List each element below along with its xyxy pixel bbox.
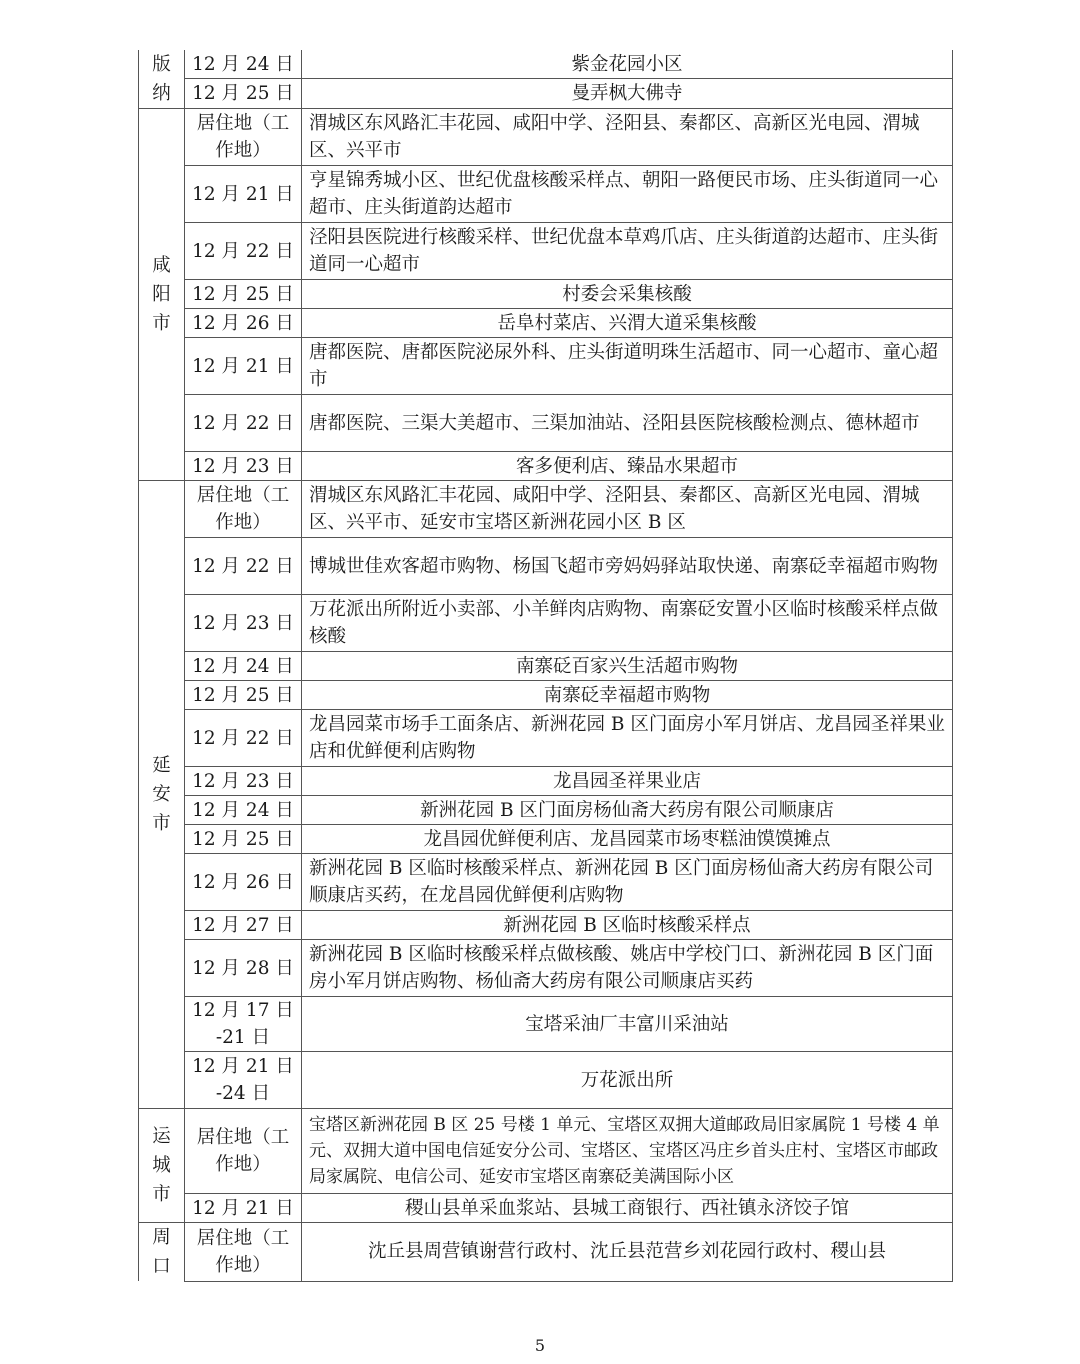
date-cell: 12 月 21 日 bbox=[185, 338, 302, 395]
table-row bbox=[139, 280, 953, 309]
date-cell: 居住地（工作地） bbox=[185, 109, 302, 166]
location-cell: 新洲花园 B 区临时核酸采样点 bbox=[302, 911, 953, 940]
date-cell: 12 月 17 日 -21 日 bbox=[185, 997, 302, 1052]
location-cell: 宝塔采油厂丰富川采油站 bbox=[302, 997, 953, 1052]
table-row bbox=[139, 1194, 953, 1223]
date-cell: 12 月 23 日 bbox=[185, 595, 302, 652]
table-row bbox=[139, 710, 953, 767]
table-row bbox=[139, 796, 953, 825]
location-cell: 渭城区东风路汇丰花园、咸阳中学、泾阳县、秦都区、高新区光电园、渭城区、兴平市、延安市宝塔区新洲花园小区 B 区 bbox=[302, 481, 953, 538]
date-cell: 12 月 28 日 bbox=[185, 940, 302, 997]
table-row bbox=[139, 50, 953, 79]
location-cell: 龙昌园圣祥果业店 bbox=[302, 767, 953, 796]
table-row bbox=[139, 481, 953, 538]
table-row bbox=[139, 395, 953, 452]
date-cell: 12 月 21 日 bbox=[185, 1194, 302, 1223]
date-cell: 12 月 24 日 bbox=[185, 652, 302, 681]
location-cell: 稷山县单采血浆站、县城工商银行、西社镇永济饺子馆 bbox=[302, 1194, 953, 1223]
table-row bbox=[139, 825, 953, 854]
date-cell: 12 月 24 日 bbox=[185, 796, 302, 825]
table-row bbox=[139, 109, 953, 166]
date-cell: 12 月 26 日 bbox=[185, 309, 302, 338]
city-cell-banna: 版 纳 bbox=[139, 50, 185, 109]
date-cell: 居住地（工作地） bbox=[185, 1109, 302, 1194]
table-row bbox=[139, 595, 953, 652]
location-cell: 渭城区东风路汇丰花园、咸阳中学、泾阳县、秦都区、高新区光电园、渭城区、兴平市 bbox=[302, 109, 953, 166]
location-cell: 南寨砭百家兴生活超市购物 bbox=[302, 652, 953, 681]
location-cell: 沈丘县周营镇谢营行政村、沈丘县范营乡刘花园行政村、稷山县 bbox=[302, 1223, 953, 1282]
date-cell: 12 月 25 日 bbox=[185, 681, 302, 710]
table-row bbox=[139, 309, 953, 338]
location-cell: 宝塔区新洲花园 B 区 25 号楼 1 单元、宝塔区双拥大道邮政局旧家属院 1 号楼 4 单元、双拥大道中国电信延安分公司、宝塔区、宝塔区冯庄乡首头庄村、宝塔区市邮政局家属院、电信公司、延安市宝塔区南寨砭美满国际小区 bbox=[302, 1109, 953, 1194]
location-cell: 客多便利店、臻品水果超市 bbox=[302, 452, 953, 481]
date-cell: 12 月 24 日 bbox=[185, 50, 302, 79]
date-cell: 12 月 23 日 bbox=[185, 767, 302, 796]
table-row bbox=[139, 223, 953, 280]
location-cell: 紫金花园小区 bbox=[302, 50, 953, 79]
table-row bbox=[139, 538, 953, 595]
date-cell: 12 月 25 日 bbox=[185, 825, 302, 854]
location-cell: 万花派出所附近小卖部、小羊鲜肉店购物、南寨砭安置小区临时核酸采样点做核酸 bbox=[302, 595, 953, 652]
date-cell: 12 月 26 日 bbox=[185, 854, 302, 911]
city-cell-yuncheng: 运 城 市 bbox=[139, 1109, 185, 1223]
table-row bbox=[139, 79, 953, 109]
page-number: 5 bbox=[534, 1336, 546, 1355]
table-row bbox=[139, 997, 953, 1052]
table-row bbox=[139, 854, 953, 911]
date-cell: 居住地（工作地） bbox=[185, 481, 302, 538]
table-row bbox=[139, 1223, 953, 1282]
location-cell: 新洲花园 B 区门面房杨仙斋大药房有限公司顺康店 bbox=[302, 796, 953, 825]
city-cell-xianyang: 咸 阳 市 bbox=[139, 109, 185, 481]
location-cell: 村委会采集核酸 bbox=[302, 280, 953, 309]
location-cell: 龙昌园优鲜便利店、龙昌园菜市场枣糕油馍馍摊点 bbox=[302, 825, 953, 854]
date-cell: 12 月 22 日 bbox=[185, 223, 302, 280]
city-cell-yanan: 延 安 市 bbox=[139, 481, 185, 1109]
location-cell: 岳阜村菜店、兴渭大道采集核酸 bbox=[302, 309, 953, 338]
table-row bbox=[139, 1109, 953, 1194]
location-cell: 新洲花园 B 区临时核酸采样点、新洲花园 B 区门面房杨仙斋大药房有限公司顺康店买药，在龙昌园优鲜便利店购物 bbox=[302, 854, 953, 911]
location-cell: 龙昌园菜市场手工面条店、新洲花园 B 区门面房小军月饼店、龙昌园圣祥果业店和优鲜便利店购物 bbox=[302, 710, 953, 767]
location-cell: 泾阳县医院进行核酸采样、世纪优盘本草鸡爪店、庄头街道韵达超市、庄头街道同一心超市 bbox=[302, 223, 953, 280]
table-row bbox=[139, 1052, 953, 1109]
location-cell: 曼弄枫大佛寺 bbox=[302, 79, 953, 109]
date-cell: 12 月 21 日 bbox=[185, 166, 302, 223]
location-cell: 南寨砭幸福超市购物 bbox=[302, 681, 953, 710]
date-cell: 12 月 21 日 -24 日 bbox=[185, 1052, 302, 1109]
table-row bbox=[139, 940, 953, 997]
date-cell: 12 月 25 日 bbox=[185, 280, 302, 309]
table-row bbox=[139, 452, 953, 481]
table-row bbox=[139, 681, 953, 710]
date-cell: 12 月 23 日 bbox=[185, 452, 302, 481]
date-cell: 12 月 22 日 bbox=[185, 395, 302, 452]
itinerary-table bbox=[138, 50, 953, 1282]
table-row bbox=[139, 652, 953, 681]
table-row bbox=[139, 166, 953, 223]
date-cell: 12 月 22 日 bbox=[185, 538, 302, 595]
location-cell: 亨星锦秀城小区、世纪优盘核酸采样点、朝阳一路便民市场、庄头街道同一心超市、庄头街道韵达超市 bbox=[302, 166, 953, 223]
location-cell: 新洲花园 B 区临时核酸采样点做核酸、姚店中学校门口、新洲花园 B 区门面房小军月饼店购物、杨仙斋大药房有限公司顺康店买药 bbox=[302, 940, 953, 997]
location-cell: 唐都医院、三渠大美超市、三渠加油站、泾阳县医院核酸检测点、德林超市 bbox=[302, 395, 953, 452]
location-cell: 博城世佳欢客超市购物、杨国飞超市旁妈妈驿站取快递、南寨砭幸福超市购物 bbox=[302, 538, 953, 595]
table-row bbox=[139, 911, 953, 940]
location-cell: 万花派出所 bbox=[302, 1052, 953, 1109]
date-cell: 12 月 25 日 bbox=[185, 79, 302, 109]
date-cell: 12 月 22 日 bbox=[185, 710, 302, 767]
location-cell: 唐都医院、唐都医院泌尿外科、庄头街道明珠生活超市、同一心超市、童心超市 bbox=[302, 338, 953, 395]
city-cell-zhoukou: 周 口 bbox=[139, 1223, 185, 1282]
table-row bbox=[139, 338, 953, 395]
date-cell: 12 月 27 日 bbox=[185, 911, 302, 940]
table-row bbox=[139, 767, 953, 796]
date-cell: 居住地（工作地） bbox=[185, 1223, 302, 1282]
